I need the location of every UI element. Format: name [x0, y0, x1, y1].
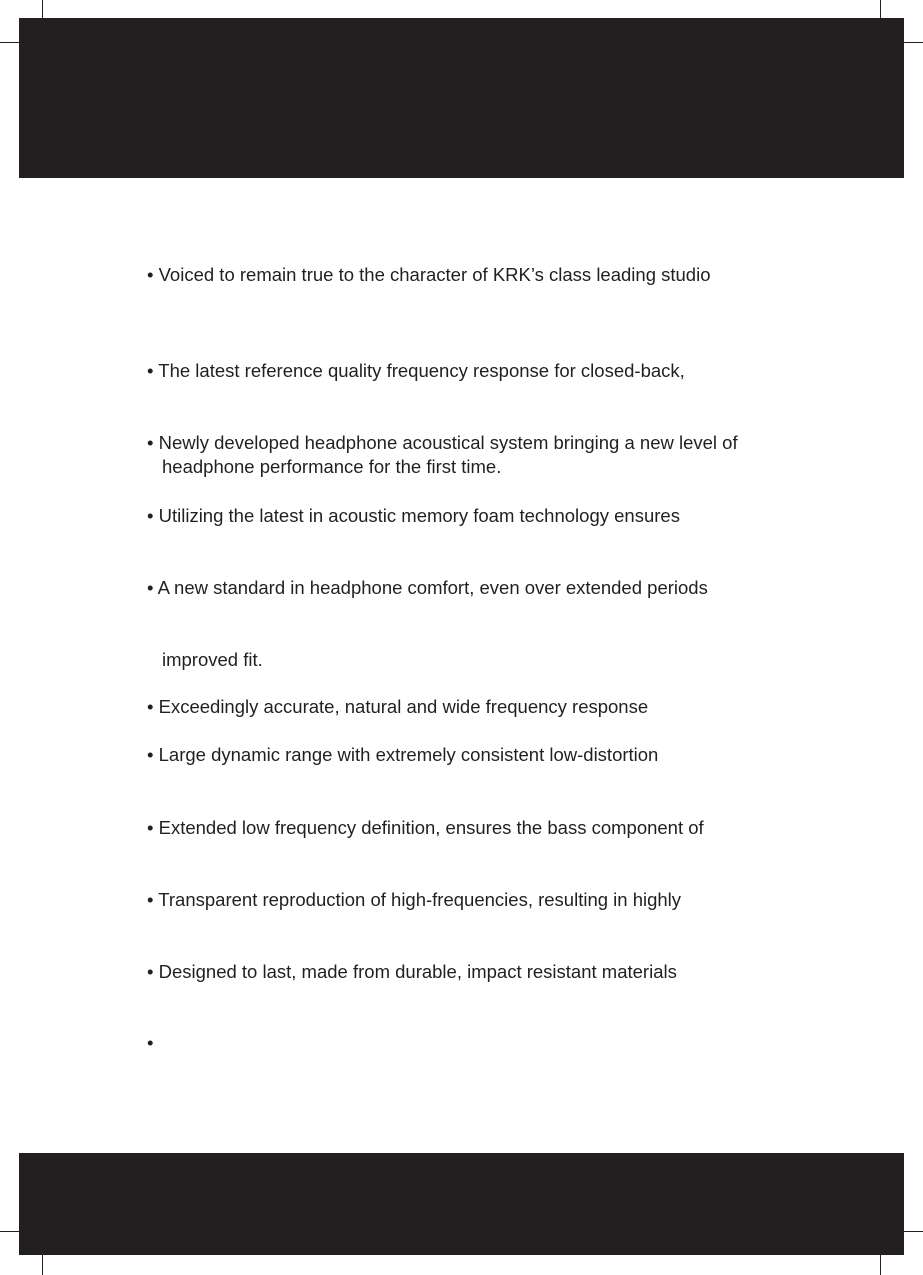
feature-line: • Designed to last, made from durable, impact resistant materials [147, 961, 677, 982]
feature-line: • Exceedingly accurate, natural and wide frequency response [147, 696, 649, 717]
feature-line: • Utilizing the latest in acoustic memory foam technology ensures [147, 505, 680, 526]
feature-line: • Voiced to remain true to the character of KRK’s class leading studio [147, 264, 711, 285]
feature-line-continuation: improved fit. [162, 649, 263, 670]
feature-line: • Large dynamic range with extremely consistent low-distortion [147, 744, 659, 765]
feature-line: • Extended low frequency definition, ensures the bass component of [147, 817, 704, 838]
crop-mark [42, 1235, 43, 1275]
crop-mark [0, 42, 40, 43]
crop-mark [0, 1231, 40, 1232]
feature-line: • The latest reference quality frequency response for closed-back, [147, 360, 685, 381]
feature-line: • Transparent reproduction of high-frequencies, resulting in highly [147, 889, 682, 910]
feature-line: • Newly developed headphone acoustical system bringing a new level of [147, 432, 738, 453]
feature-line: • [147, 1032, 154, 1053]
crop-mark [880, 0, 881, 40]
header-band [19, 18, 904, 178]
footer-band [19, 1153, 904, 1255]
crop-mark [883, 42, 923, 43]
crop-mark [880, 1235, 881, 1275]
crop-mark [883, 1231, 923, 1232]
crop-mark [42, 0, 43, 40]
feature-line-continuation: headphone performance for the first time. [162, 456, 502, 477]
feature-line: • A new standard in headphone comfort, even over extended periods [147, 577, 708, 598]
